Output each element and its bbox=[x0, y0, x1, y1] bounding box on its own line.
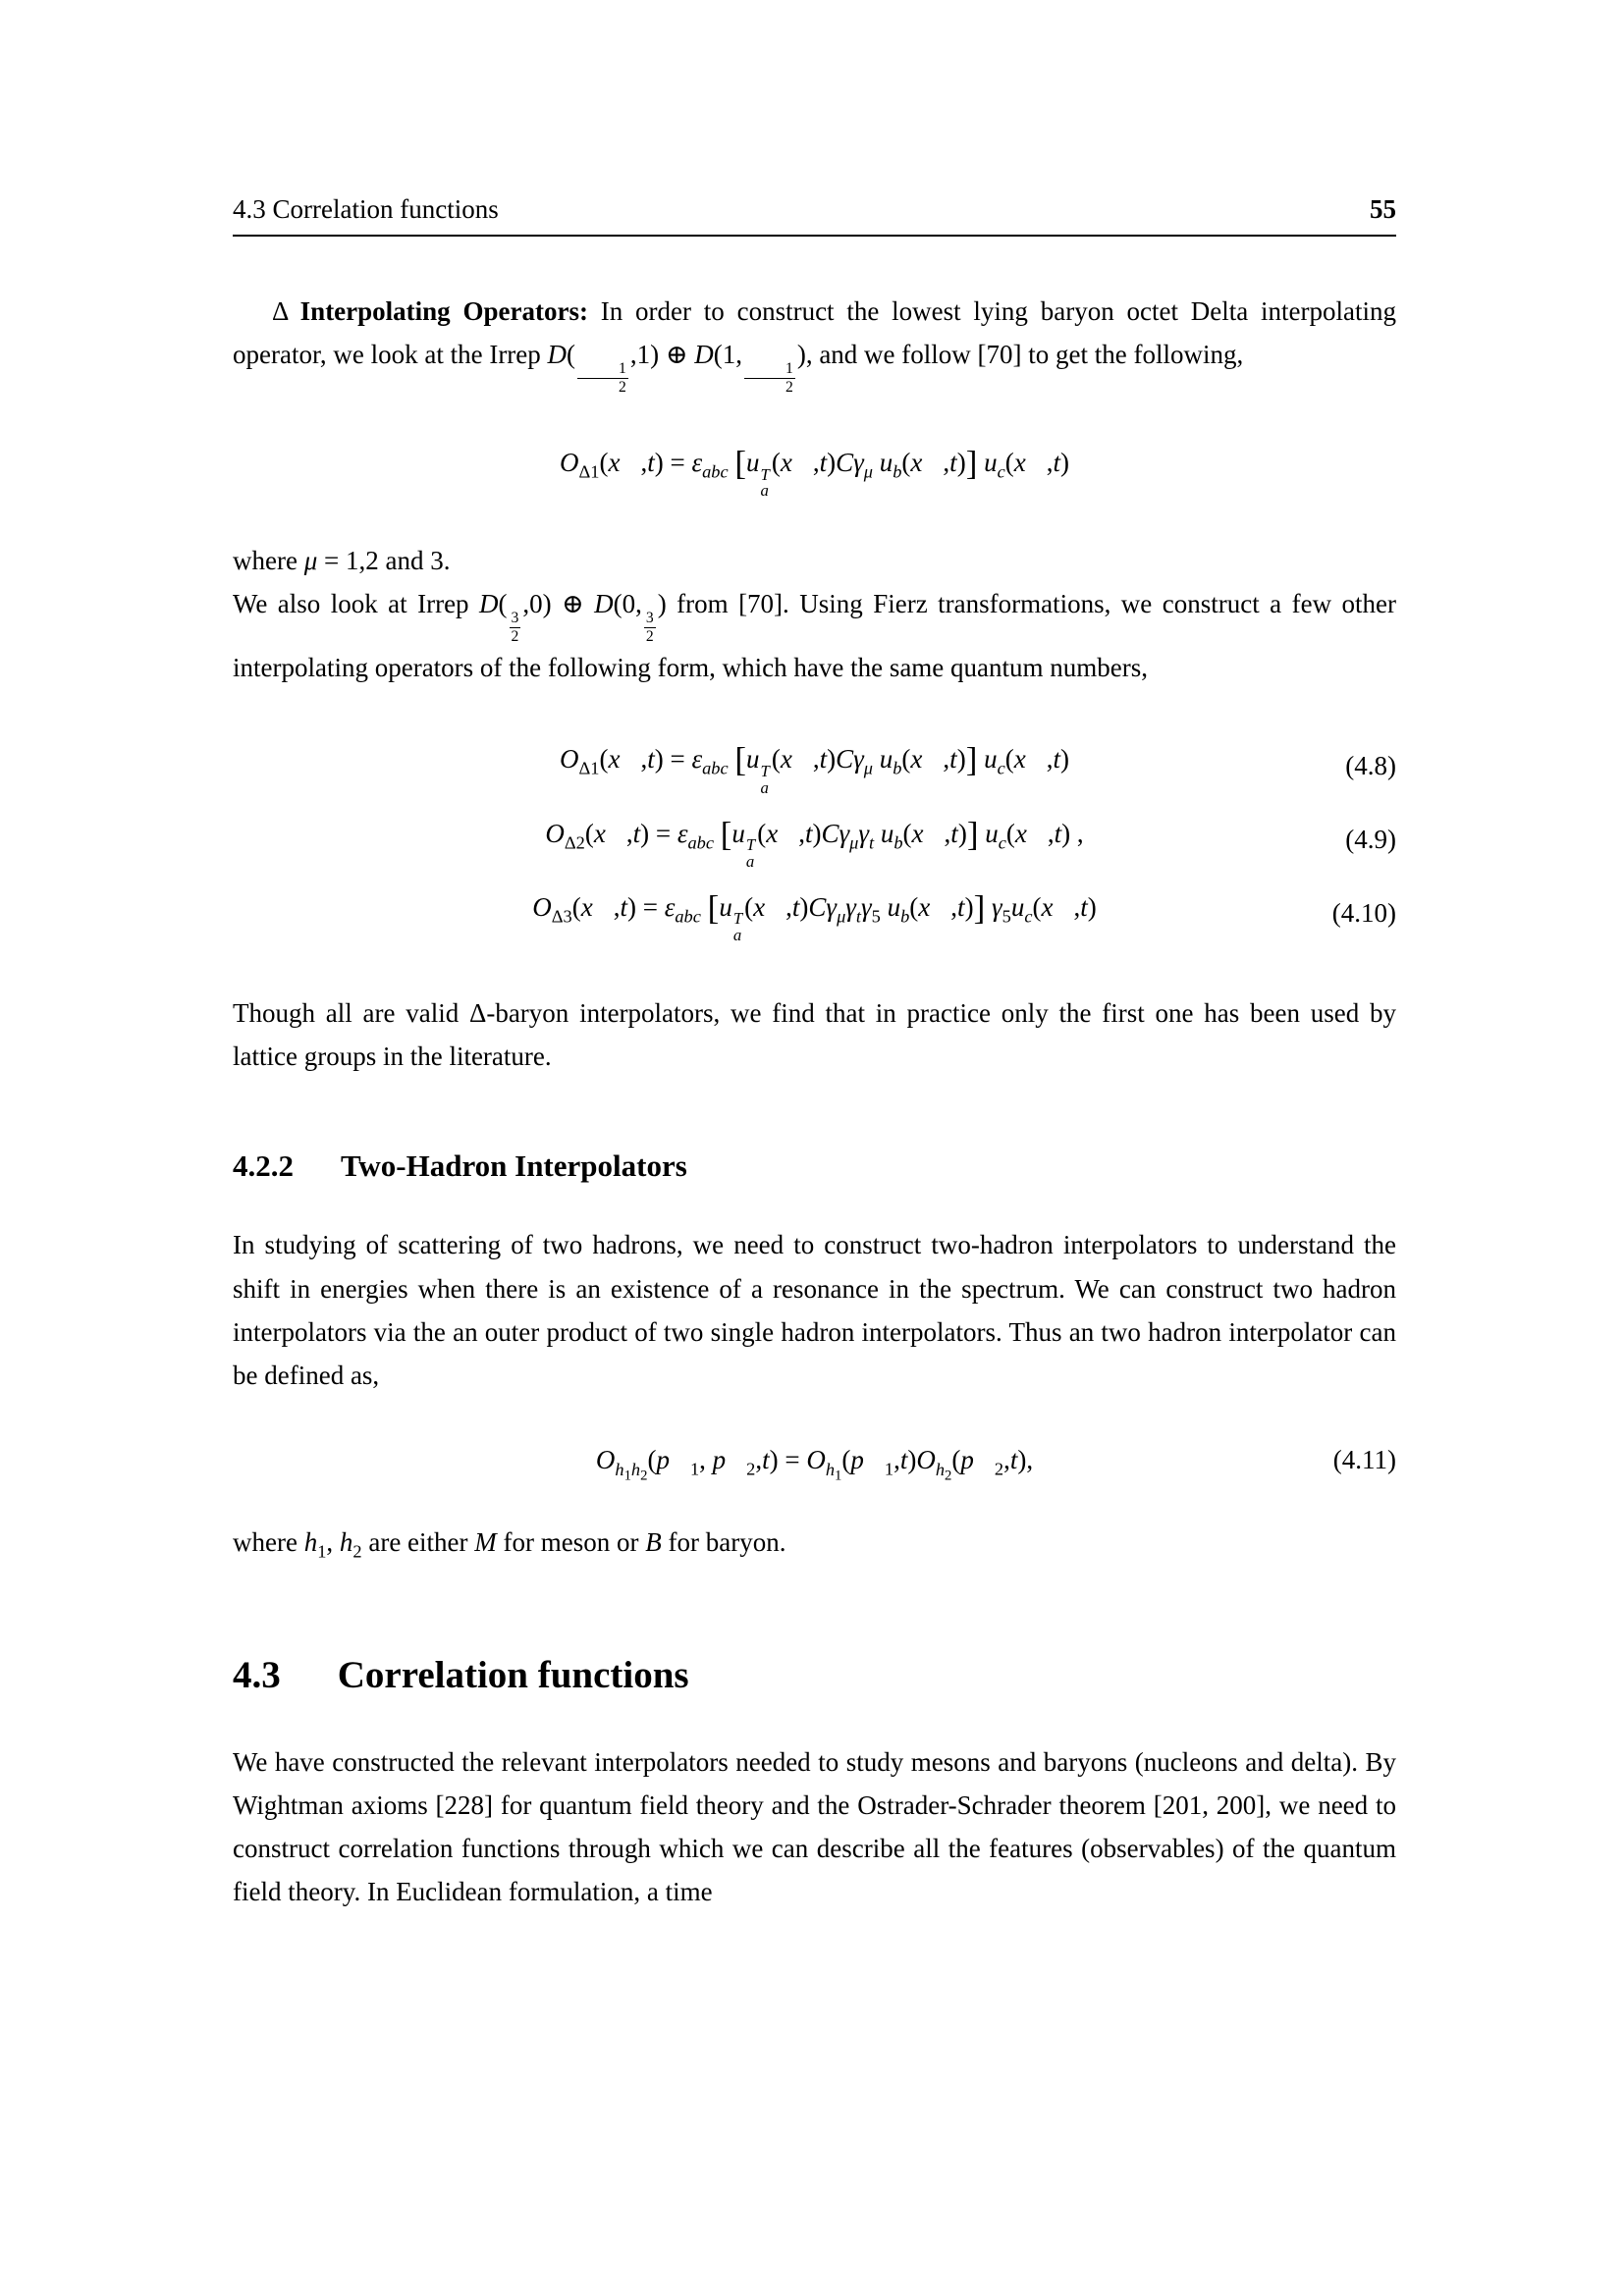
paragraph-where-mu: where μ = 1,2 and 3. bbox=[233, 545, 451, 575]
display-equation-4-9 bbox=[233, 810, 1396, 870]
paragraph-valid-interpolators: Though all are valid Δ-baryon interpolators, we find that in practice only the first one has been used by lattice groups in the literature. bbox=[233, 997, 1396, 1072]
paragraph-correlation-functions: We have constructed the relevant interpolators needed to study mesons and baryons (nucleons and delta). By Wightman axioms [228] for quantum field theory and the Ostrader-Schrader theorem [201, 200], we need to construct correlation functions through which we can describe all the features (observables) of the quantum field theory. In Euclidean formulation, a time bbox=[233, 1746, 1396, 1907]
paragraph-irrep-fierz: We also look at Irrep D( $\frac{3}{2}$ ,0) ⊕ D(0, $\frac{3}{2}$ ) from [70]. Using Fierz transformations, we construct a few other interpolating operators of the following form, which have the same quantum numbers, bbox=[233, 589, 1396, 682]
running-header-title: 4.3 Correlation functions bbox=[233, 194, 499, 224]
equation-content: $O_{\Delta 2}(x⃗,t) = \varepsilon_{abc}$ [u T a $(x⃗,t)C\gamma_\mu\gamma_t$ $u_b(x⃗,t)$] $u_c(x⃗,t)$ , bbox=[545, 815, 1084, 871]
section-title: Correlation functions bbox=[337, 1653, 689, 1696]
equation-number: (4.10) bbox=[1331, 898, 1396, 929]
paragraph-two-hadron: In studying of scattering of two hadrons, we need to construct two-hadron interpolators to understand the shift in energies when there is an existence of a resonance in the spectrum. We can construct two hadron interpolators via the an outer product of two single hadron interpolators. Thus an two hadron interpolator can be defined as, bbox=[233, 1230, 1396, 1391]
numbered-equation-block bbox=[233, 736, 1396, 944]
display-equation-4-10 bbox=[233, 884, 1396, 944]
equation-number: (4.11) bbox=[1332, 1445, 1396, 1475]
section-heading-4-3 bbox=[233, 1653, 1396, 1697]
equation-content: $O_{\Delta 1}(x⃗,t) = \varepsilon_{abc}$ [u T a $(x⃗,t)C\gamma_\mu$ $u_b(x⃗,t)$] $u_c(x⃗,t)$ bbox=[559, 740, 1070, 797]
equation-content: $O_{h_1h_2}(p⃗_1$, $p⃗_2,t$) = $O_{h_1}(p⃗_1,t)O_{h_2}(p⃗_2,t)$, bbox=[595, 1445, 1034, 1484]
equation-number: (4.8) bbox=[1345, 750, 1396, 780]
page-header bbox=[233, 194, 1396, 237]
section-heading-4-2-2 bbox=[233, 1148, 1396, 1184]
display-equation-4-11 bbox=[233, 1442, 1396, 1484]
paragraph-interpolating-operators: Δ Interpolating Operators: In order to construct the lowest lying baryon octet Delta interpolating operator, we look at the Irrep D( $\frac{1}{2}$ ,1) ⊕ D(1, $\frac{1}{2}$ ), and we follow [70] to get the following, bbox=[233, 296, 1396, 396]
display-equation-delta1 bbox=[233, 440, 1396, 500]
section-number: 4.3 bbox=[233, 1653, 281, 1696]
display-equation-4-8 bbox=[233, 736, 1396, 796]
equation-number: (4.9) bbox=[1345, 824, 1396, 854]
section-number: 4.2.2 bbox=[233, 1148, 294, 1184]
section-title: Two-Hadron Interpolators bbox=[341, 1148, 687, 1184]
equation-content: $O_{\Delta 3}(x⃗,t) = \varepsilon_{abc}$ [u T a $(x⃗,t)C\gamma_\mu\gamma_t\gamma_5$ $u_b(x⃗,t)$] $\gamma_5u_c(x⃗,t)$ bbox=[532, 888, 1097, 945]
paragraph-where-h1h2: where $h_1$, $h_2$ are either M for meson or B for baryon. bbox=[233, 1527, 786, 1562]
page-number: 55 bbox=[1370, 194, 1396, 224]
equation-content: $O_{\Delta 1}(x⃗,t) = \varepsilon_{abc}$ [u T a $(x⃗,t)C\gamma_\mu$ $u_b(x⃗,t)$] $u_c(x⃗,t)$ bbox=[559, 444, 1070, 501]
